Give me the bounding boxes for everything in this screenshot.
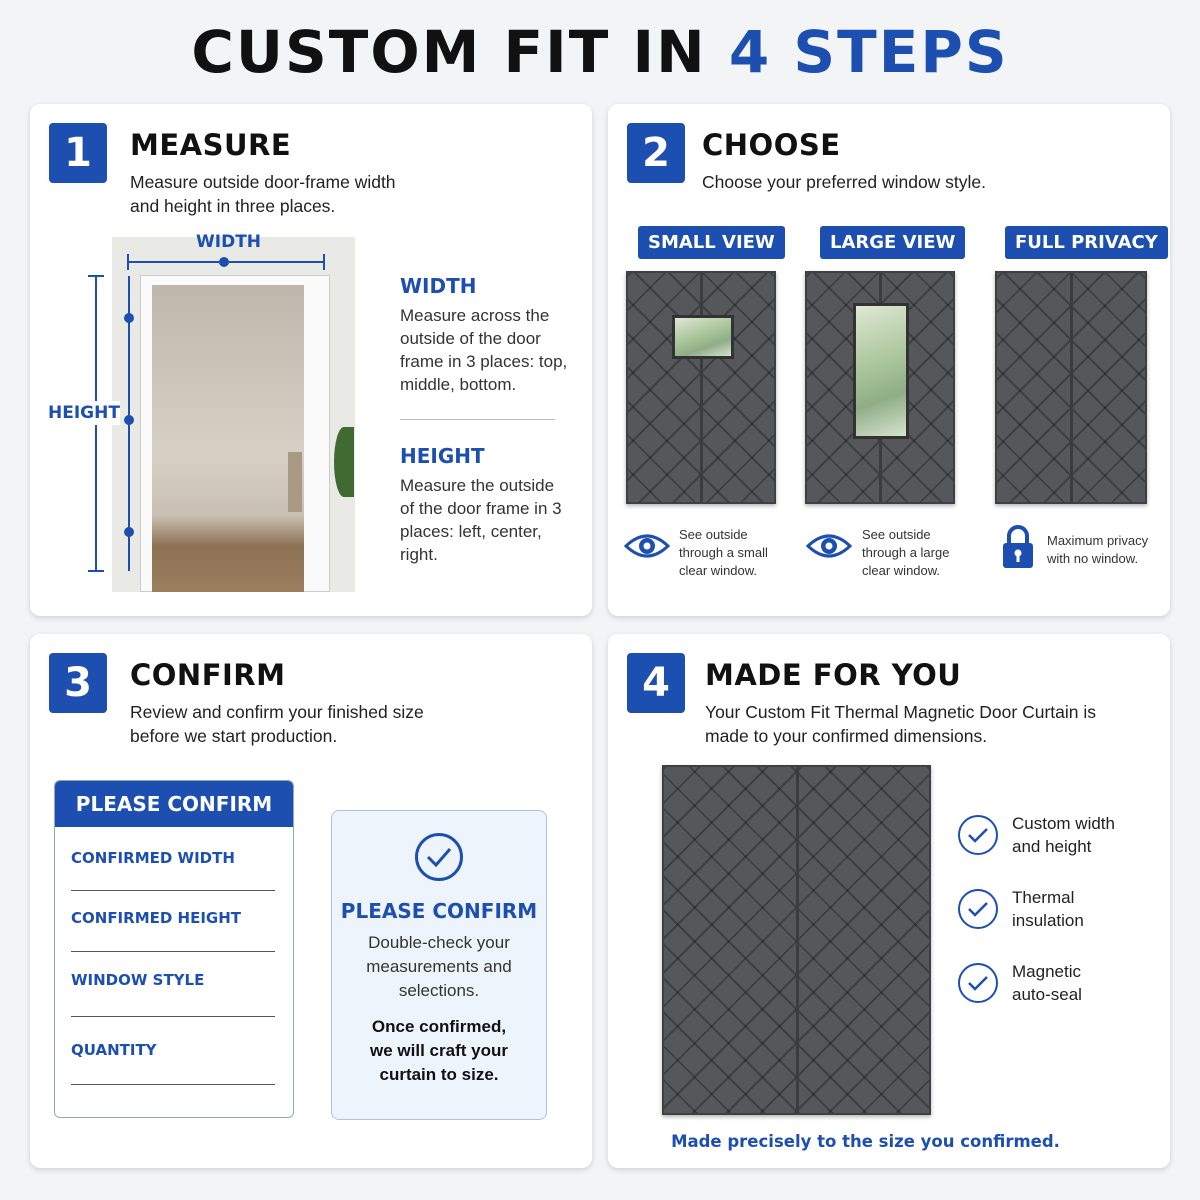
eye-icon [806, 529, 852, 563]
feature-label: Thermal insulation [1012, 888, 1084, 930]
step-number-badge: 4 [627, 653, 685, 713]
option-label-small-view: SMALL VIEW [638, 226, 785, 259]
large-view-caption: See outside through a large clear window. [862, 527, 950, 578]
curtain-seam [796, 767, 799, 1113]
check-circle-icon [958, 889, 998, 929]
confirm-note-text: Double-check your measurements and selections. [366, 933, 512, 1000]
step-title: CHOOSE [702, 128, 841, 162]
height-marker-dot [124, 415, 134, 425]
full-privacy-caption: Maximum privacy with no window. [1047, 533, 1149, 566]
confirmed-height-field[interactable]: CONFIRMED HEIGHT [71, 909, 242, 927]
step-number-badge: 1 [49, 123, 107, 183]
height-label: HEIGHT [48, 403, 120, 423]
step-description: Measure outside door-frame width and height in three places. [130, 172, 396, 216]
step-4-card [608, 634, 1170, 1168]
lock-icon [1001, 524, 1035, 570]
quantity-field[interactable]: QUANTITY [71, 1041, 157, 1059]
width-instructions: Measure across the outside of the door frame in 3 places: top, middle, bottom. [400, 306, 568, 394]
confirm-form [54, 780, 294, 1118]
finished-curtain [662, 765, 931, 1115]
eye-icon [624, 529, 670, 563]
confirm-note-title: PLEASE CONFIRM [340, 899, 538, 923]
curtain-seam [700, 273, 703, 502]
confirm-note-bold: Once confirmed, we will craft your curtain to size. [370, 1017, 508, 1084]
width-dimension-dot [219, 257, 229, 267]
curtain-seam [1070, 273, 1073, 502]
curtain-large-view [805, 271, 955, 504]
step-3-card [30, 634, 592, 1168]
field-underline [71, 1084, 275, 1085]
width-label: WIDTH [196, 232, 262, 252]
step-description: Your Custom Fit Thermal Magnetic Door Curtain is made to your confirmed dimensions. [705, 702, 1096, 746]
width-dimension-right-tick [323, 254, 325, 270]
feature-item [958, 812, 1158, 858]
step-title: MADE FOR YOU [705, 658, 962, 692]
feature-item [958, 960, 1158, 1006]
curtain-small-view [626, 271, 776, 504]
curtain-full-privacy [995, 271, 1147, 504]
step-1-card [30, 104, 592, 616]
door-illustration [112, 237, 355, 592]
small-window [672, 315, 734, 359]
confirm-note [331, 810, 547, 1120]
large-window [853, 303, 909, 439]
height-dimension-bottom-tick [88, 570, 104, 572]
headline-text: CUSTOM FIT IN [191, 18, 707, 86]
headline-accent: 4 STEPS [728, 18, 1009, 86]
height-marker-dot [124, 527, 134, 537]
check-circle-icon [415, 833, 463, 881]
feature-label: Magnetic auto-seal [1012, 962, 1082, 1004]
height-instructions: Measure the outside of the door frame in 3 places: left, center, right. [400, 476, 562, 564]
option-label-full-privacy: FULL PRIVACY [1005, 226, 1168, 259]
field-underline [71, 951, 275, 952]
height-marker-dot [124, 313, 134, 323]
window-style-field[interactable]: WINDOW STYLE [71, 971, 205, 989]
confirm-form-title: PLEASE CONFIRM [55, 781, 293, 827]
check-circle-icon [958, 963, 998, 1003]
step-2-card [608, 104, 1170, 616]
check-circle-icon [958, 815, 998, 855]
height-dimension-top-tick [88, 275, 104, 277]
field-underline [71, 890, 275, 891]
height-heading: HEIGHT [400, 444, 485, 468]
width-heading: WIDTH [400, 274, 477, 298]
step-number-badge: 3 [49, 653, 107, 713]
feature-label: Custom width and height [1012, 814, 1115, 856]
field-underline [71, 1016, 275, 1017]
step-description: Choose your preferred window style. [702, 172, 987, 192]
width-dimension-left-tick [127, 254, 129, 270]
step-title: CONFIRM [130, 658, 286, 692]
divider [400, 419, 555, 420]
confirmed-width-field[interactable]: CONFIRMED WIDTH [71, 849, 235, 867]
step-title: MEASURE [130, 128, 292, 162]
option-label-large-view: LARGE VIEW [820, 226, 965, 259]
step-number-badge: 2 [627, 123, 685, 183]
step-description: Review and confirm your finished size before we start production. [130, 702, 424, 746]
small-view-caption: See outside through a small clear window. [679, 527, 768, 578]
made-for-you-footer: Made precisely to the size you confirmed. [671, 1132, 1060, 1151]
page-title [0, 18, 1200, 86]
feature-item [958, 886, 1158, 932]
